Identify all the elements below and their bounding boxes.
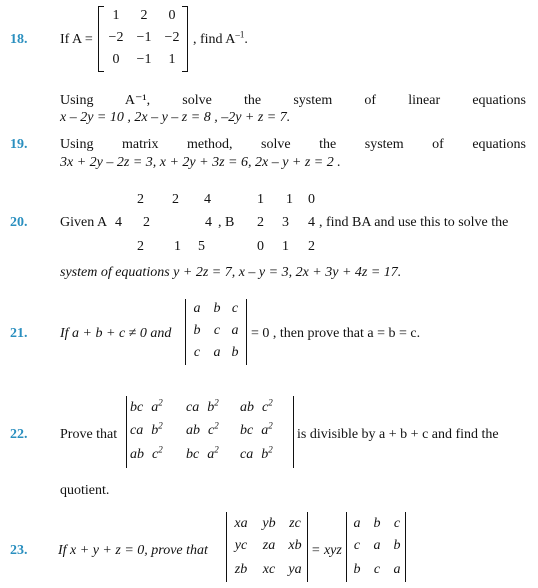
q23-det2-cell: c xyxy=(393,516,401,531)
q20-matrix-cell: 4 xyxy=(115,215,122,230)
q23-determinant-right xyxy=(346,512,406,582)
q19-line1: Using matrix method, solve the system of equations xyxy=(60,137,526,152)
q21-det-cell: a xyxy=(213,345,221,360)
q23-det1-cell: yc xyxy=(234,538,248,553)
q22-det-cell: bc $a^2$ xyxy=(240,420,273,438)
q20-matrix-cell: 0 xyxy=(257,239,264,254)
q18-matrix-cell: 0 xyxy=(168,8,176,23)
q20-matrix-cell: 2 xyxy=(137,192,144,207)
q23-det2-cell: b xyxy=(353,562,361,577)
q23-determinant-left xyxy=(226,512,308,582)
q21-det-cell: b xyxy=(231,345,239,360)
q21-det-cell: b xyxy=(213,301,221,316)
q22-determinant xyxy=(126,396,294,468)
q20-matrix-cell: 2 xyxy=(143,215,150,230)
q22-det-cell: ca $b^2$ xyxy=(186,397,219,415)
q23-det2-cell: a xyxy=(393,562,401,577)
q18-trail: , find $A^{-1}$. xyxy=(193,29,248,47)
q20-matrix-cell: 2 xyxy=(257,215,264,230)
q23-mid: = xyz xyxy=(311,543,342,558)
q23-det1-cell: ya xyxy=(288,562,302,577)
q22-det-cell: ca $b^2$ xyxy=(240,444,273,462)
q20-trail: , find BA and use this to solve the xyxy=(319,215,509,230)
q18-lead: If A = xyxy=(60,32,93,47)
q20-matrix-cell: 0 xyxy=(308,192,315,207)
q18-matrix-cell: 0 xyxy=(112,52,120,67)
q19-equations: 3x + 2y – 2z = 3, x + 2y + 3z = 6, 2x – y + z = 2 . xyxy=(60,155,341,170)
q20-matrix-cell: 1 xyxy=(282,239,289,254)
q23-det1-cell: zc xyxy=(289,516,301,531)
question-number-23: 23. xyxy=(10,543,28,558)
q22-det-cell: ab $c^2$ xyxy=(186,420,219,438)
q21-trail: = 0 , then prove that a = b = c. xyxy=(251,326,421,341)
q23-det1-cell: xa xyxy=(234,516,248,531)
q20-matrix-cell: 5 xyxy=(198,239,205,254)
q23-det2-cell: b xyxy=(393,538,401,553)
q20-matrix-cell: 1 xyxy=(257,192,264,207)
q20-matrix-cell: 3 xyxy=(282,215,289,230)
q21-det-cell: c xyxy=(193,345,201,360)
q20-matrix-cell: 2 xyxy=(308,239,315,254)
q23-det1-cell: yb xyxy=(262,516,276,531)
q22-trail: is divisible by a + b + c and find the xyxy=(297,427,499,442)
q18-matrix-cell: −2 xyxy=(164,30,180,45)
q20-matrix-cell: 2 xyxy=(172,192,179,207)
q21-det-cell: c xyxy=(213,323,221,338)
q22-lead: Prove that xyxy=(60,427,118,442)
q23-det2-cell: a xyxy=(353,516,361,531)
question-number-18: 18. xyxy=(10,32,28,47)
q18-matrix-cell: 1 xyxy=(112,8,120,23)
q18-matrix-cell: −2 xyxy=(108,30,124,45)
q22-det-cell: bc $a^2$ xyxy=(186,444,219,462)
question-number-22: 22. xyxy=(10,427,28,442)
q20-matrix-cell: 1 xyxy=(174,239,181,254)
q20-matrix-cell: 2 xyxy=(137,239,144,254)
q23-lead: If x + y + z = 0, prove that xyxy=(58,543,208,558)
q21-determinant xyxy=(185,299,247,365)
q20-matrix-cell: 4 xyxy=(308,215,315,230)
q20-given: Given A xyxy=(60,215,108,230)
q20-matrix-cell: 4 xyxy=(205,215,212,230)
q18-line2: Using A⁻¹, solve the system of linear equations xyxy=(60,93,526,108)
q20-equations: system of equations y + 2z = 7, x – y = 3, 2x + 3y + 4z = 17. xyxy=(60,265,402,280)
question-number-19: 19. xyxy=(10,137,28,152)
q22-det-cell: ab $c^2$ xyxy=(130,444,163,462)
q18-matrix-cell: 2 xyxy=(140,8,148,23)
q20-matrix-cell: 1 xyxy=(286,192,293,207)
q21-det-cell: a xyxy=(231,323,239,338)
q18-matrix-a xyxy=(98,6,188,72)
q20-matrix-cell: 4 xyxy=(204,192,211,207)
q18-equations: x – 2y = 10 , 2x – y – z = 8 , –2y + z = 7. xyxy=(60,110,291,125)
q22-det-cell: ca $b^2$ xyxy=(130,420,163,438)
q23-det1-cell: za xyxy=(262,538,276,553)
q23-det1-cell: xb xyxy=(288,538,302,553)
q22-det-cell: ab $c^2$ xyxy=(240,397,273,415)
q18-matrix-cell: 1 xyxy=(168,52,176,67)
q21-det-cell: b xyxy=(193,323,201,338)
q21-lead: If a + b + c ≠ 0 and xyxy=(60,326,172,341)
q23-det1-cell: xc xyxy=(262,562,276,577)
q22-det-cell: bc $a^2$ xyxy=(130,397,163,415)
q18-matrix-cell: −1 xyxy=(136,52,152,67)
question-number-20: 20. xyxy=(10,215,28,230)
q21-det-cell: c xyxy=(231,301,239,316)
q23-det2-cell: b xyxy=(373,516,381,531)
question-number-21: 21. xyxy=(10,326,28,341)
q23-det2-cell: c xyxy=(373,562,381,577)
q22-line2: quotient. xyxy=(60,483,110,498)
q20-b-label: , B xyxy=(218,215,235,230)
q23-det1-cell: zb xyxy=(234,562,248,577)
q21-det-cell: a xyxy=(193,301,201,316)
q23-det2-cell: a xyxy=(373,538,381,553)
q23-det2-cell: c xyxy=(353,538,361,553)
q18-matrix-cell: −1 xyxy=(136,30,152,45)
